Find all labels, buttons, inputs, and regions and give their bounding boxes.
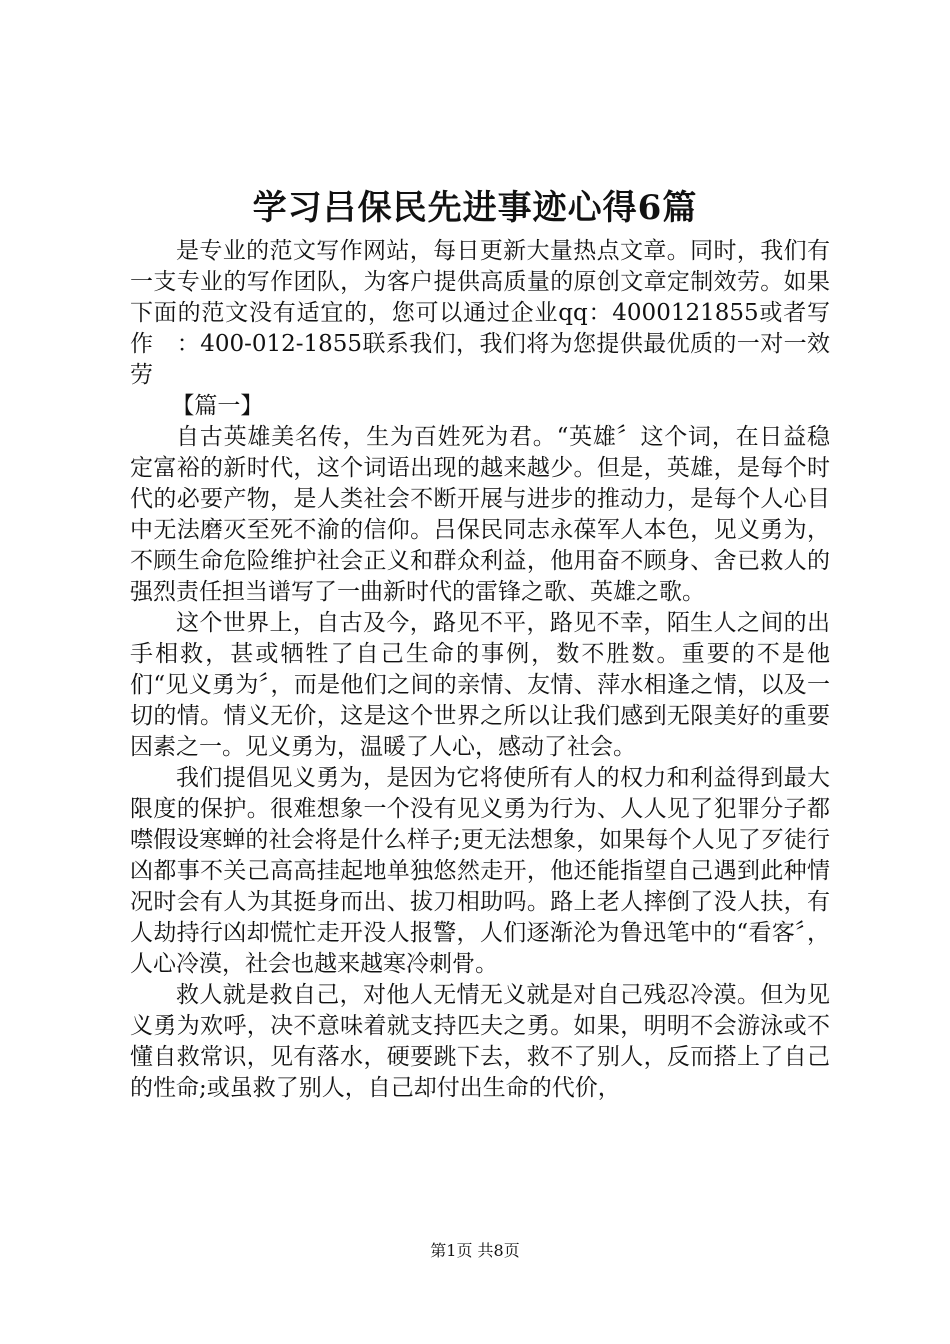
section-heading: 【篇一】 — [171, 393, 264, 419]
body-paragraph: 我们提倡见义勇为，是因为它将使所有人的权力和利益得到最大限度的保护。很难想象一个没有见义勇为行为、人人见了犯罪分子都噤假设寒蝉的社会将是什么样子;更无法想象，如果每个人见了歹徒行凶都事不关己高高挂起地单独悠然走开，他还能指望自己遇到此种情况时会有人为其挺身而出、拔刀相助吗。路上老人摔倒了没人扶，有人劫持行凶却慌忙走开没人报警，人们逐渐沦为鲁迅笔中的“看客〞，人心冷漠，社会也越来越寒冷刺骨。 — [130, 765, 830, 977]
body-paragraph: 自古英雄美名传，生为百姓死为君。“英雄〞这个词，在日益稳定富裕的新时代，这个词语出现的越来越少。但是，英雄，是每个时代的必要产物，是人类社会不断开展与进步的推动力，是每个人心目中无法磨灭至死不渝的信仰。吕保民同志永葆军人本色，见义勇为，不顾生命危险维护社会正义和群众利益，他用奋不顾身、舍已救人的强烈责任担当谱写了一曲新时代的雷锋之歌、英雄之歌。 — [130, 424, 830, 605]
page-footer: 第1页 共8页 — [430, 1241, 520, 1260]
intro-paragraph: 是专业的范文写作网站，每日更新大量热点文章。同时，我们有一支专业的写作团队，为客户提供高质量的原创文章定制效劳。如果下面的范文没有适宜的，您可以通过企业qq：4000121855或者写作 ：400-012-1855联系我们，我们将为您提供最优质的一对一效劳 — [130, 238, 830, 388]
body-paragraph: 救人就是救自己，对他人无情无义就是对自己残忍冷漠。但为见义勇为欢呼，决不意味着就支持匹夫之勇。如果，明明不会游泳或不懂自救常识，见有落水，硬要跳下去，救不了别人，反而搭上了自己的性命;或虽救了别人，自己却付出生命的代价， — [130, 982, 830, 1101]
document-body — [130, 236, 830, 1104]
body-paragraph: 这个世界上，自古及今，路见不平，路见不幸，陌生人之间的出手相救，甚或牺牲了自己生命的事例，数不胜数。重要的不是他们“见义勇为〞，而是他们之间的亲情、友情、萍水相逢之情，以及一切的情。情义无价，这是这个世界之所以让我们感到无限美好的重要因素之一。见义勇为，温暖了人心，感动了社会。 — [130, 610, 830, 760]
document-title: 学习吕保民先进事迹心得6篇 — [252, 188, 698, 228]
